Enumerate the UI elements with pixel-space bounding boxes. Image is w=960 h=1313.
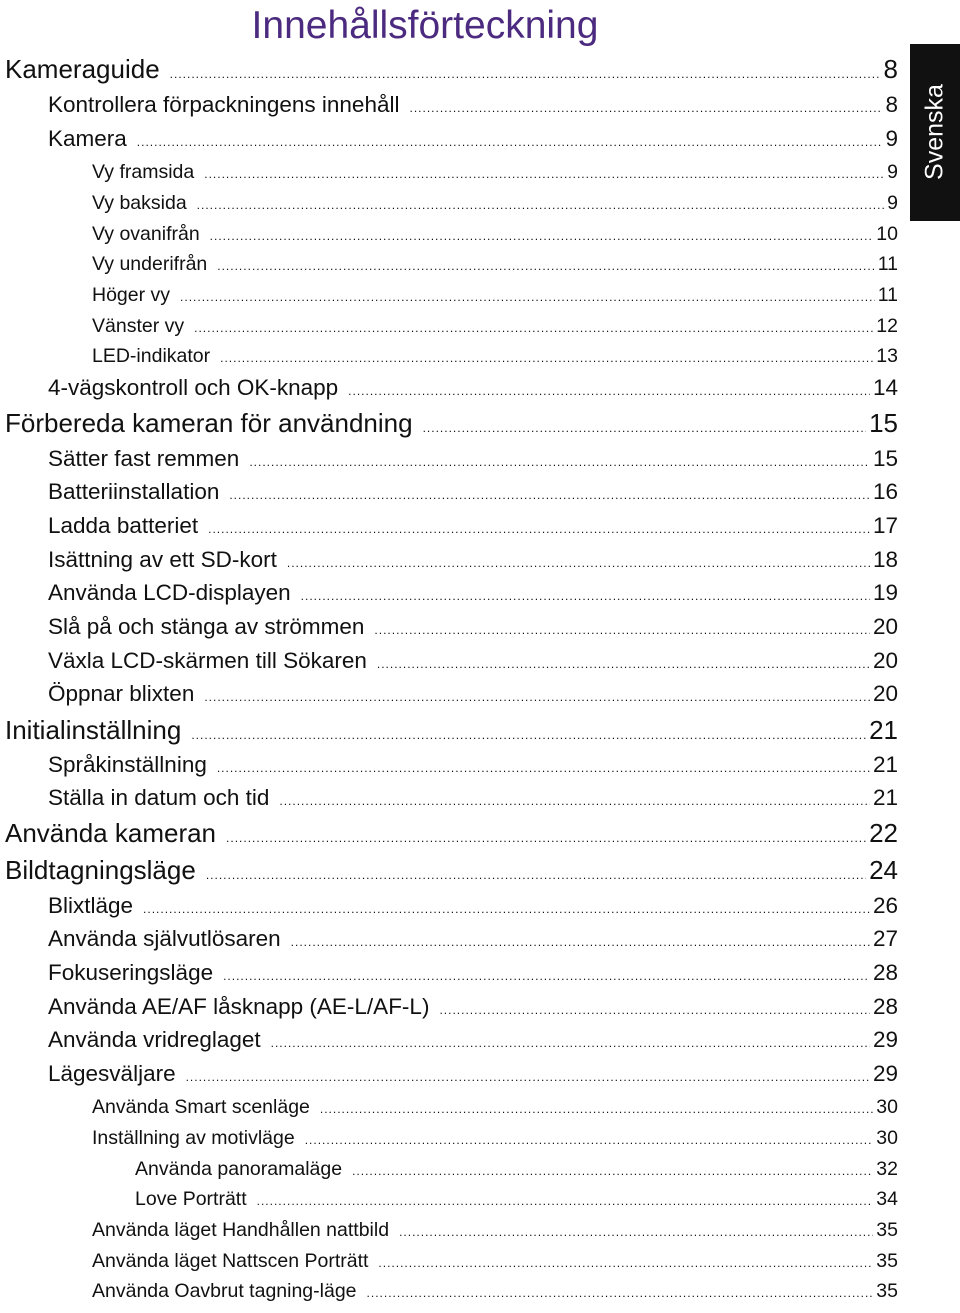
toc-entry-title: Love Porträtt	[135, 1188, 247, 1210]
toc-entry-title: Använda läget Nattscen Porträtt	[92, 1250, 369, 1272]
toc-entry-page: 15	[869, 408, 898, 438]
toc-entry-page: 9	[885, 126, 898, 151]
toc-entry[interactable]	[48, 960, 898, 986]
toc-entry-title: Använda självutlösaren	[48, 926, 281, 951]
toc-entry-title: Slå på och stänga av strömmen	[48, 614, 365, 639]
dot-leader	[377, 658, 870, 670]
toc-entry-title: Öppnar blixten	[48, 681, 195, 706]
toc-entry[interactable]	[48, 614, 898, 640]
toc-entry-page: 17	[872, 513, 898, 538]
toc-entry-page: 12	[876, 315, 898, 337]
toc-entry-page: 29	[872, 1027, 898, 1052]
toc-entry[interactable]	[5, 715, 898, 746]
toc-entry-page: 18	[872, 547, 898, 572]
toc-entry-page: 9	[887, 192, 898, 214]
toc-entry-page: 34	[876, 1188, 898, 1210]
toc-entry-page: 11	[877, 284, 898, 306]
dot-leader	[378, 1257, 873, 1269]
dot-leader	[206, 869, 866, 881]
dot-leader	[439, 1004, 870, 1016]
dot-leader	[217, 762, 870, 774]
toc-entry-page: 26	[872, 893, 898, 918]
toc-entry-page: 13	[876, 345, 898, 367]
toc-entry[interactable]	[48, 752, 898, 778]
dot-leader	[194, 322, 873, 334]
dot-leader	[229, 489, 870, 501]
toc-entry-title: Kamera	[48, 126, 127, 151]
toc-entry-title: Bildtagningsläge	[5, 855, 196, 885]
toc-entry-page: 35	[876, 1219, 898, 1241]
toc-entry-page: 16	[872, 479, 898, 504]
toc-entry-title: Kameraguide	[5, 54, 160, 84]
toc-entry-page: 35	[876, 1250, 898, 1272]
toc-entry[interactable]	[48, 92, 898, 118]
toc-entry-title: Vy framsida	[92, 161, 195, 183]
toc-entry-title: Vy ovanifrån	[92, 223, 200, 245]
toc-entry-page: 20	[872, 681, 898, 706]
toc-entry-title: Batteriinstallation	[48, 479, 220, 504]
toc-entry-page: 20	[872, 614, 898, 639]
toc-entry-page: 24	[869, 855, 898, 885]
dot-leader	[226, 832, 866, 844]
toc-entry-page: 28	[872, 994, 898, 1019]
toc-entry-page: 8	[883, 54, 898, 84]
toc-entry-title: Vy baksida	[92, 192, 187, 214]
toc-entry-title: Isättning av ett SD-kort	[48, 547, 277, 572]
toc-entry[interactable]	[92, 1250, 898, 1273]
toc-entry[interactable]	[135, 1158, 898, 1181]
language-tab-label: Svenska	[920, 84, 949, 180]
toc-entry[interactable]	[48, 1027, 898, 1053]
toc-entry-page: 10	[876, 223, 898, 245]
toc-entry-page: 15	[872, 446, 898, 471]
toc-entry[interactable]	[48, 375, 898, 401]
dot-leader	[208, 523, 870, 535]
toc-entry[interactable]	[48, 648, 898, 674]
toc-entry-title: Kontrollera förpackningens innehåll	[48, 92, 400, 117]
toc-entry[interactable]	[92, 223, 898, 246]
toc-entry-title: Använda Oavbrut tagning-läge	[92, 1280, 357, 1302]
toc-entry-page: 11	[877, 253, 898, 275]
toc-entry-title: Vänster vy	[92, 315, 185, 337]
toc-entry[interactable]	[48, 893, 898, 919]
toc-entry-page: 14	[872, 375, 898, 400]
toc-entry[interactable]	[48, 580, 898, 606]
dot-leader	[249, 456, 870, 468]
toc-entry-title: Använda kameran	[5, 818, 217, 848]
toc-entry[interactable]	[5, 818, 898, 849]
dot-leader	[399, 1226, 873, 1238]
toc-entry[interactable]	[92, 1280, 898, 1303]
toc-entry[interactable]	[48, 926, 898, 952]
toc-entry-title: Inställning av motivläge	[92, 1127, 295, 1149]
toc-entry-page: 29	[872, 1061, 898, 1086]
toc-entry[interactable]	[92, 284, 898, 307]
dot-leader	[143, 903, 870, 915]
toc-entry[interactable]	[92, 345, 898, 368]
toc-entry-title: Vy underifrån	[92, 253, 208, 275]
toc-entry-page: 32	[876, 1158, 898, 1180]
language-tab	[910, 44, 960, 221]
toc-entry-title: Använda vridreglaget	[48, 1027, 261, 1052]
toc-entry-title: LED-indikator	[92, 345, 211, 367]
toc-entry[interactable]	[48, 994, 898, 1020]
toc-entry-title: Språkinställning	[48, 752, 207, 777]
dot-leader	[191, 729, 866, 741]
toc-entry-title: Blixtläge	[48, 893, 134, 918]
toc-entry[interactable]	[48, 1061, 898, 1087]
toc-entry-page: 21	[869, 715, 898, 745]
toc-entry-title: Använda AE/AF låsknapp (AE-L/AF-L)	[48, 994, 430, 1019]
toc-entry[interactable]	[92, 192, 898, 215]
dot-leader	[220, 352, 873, 364]
toc-entry[interactable]	[5, 54, 898, 85]
toc-entry-title: Ladda batteriet	[48, 513, 199, 538]
dot-leader	[137, 136, 883, 148]
toc-entry-title: Använda Smart scenläge	[92, 1096, 310, 1118]
dot-leader	[367, 1287, 874, 1299]
toc-entry-page: 20	[872, 648, 898, 673]
toc-entry-page: 22	[869, 818, 898, 848]
toc-entry[interactable]	[48, 446, 898, 472]
toc-entry-title: 4-vägskontroll och OK-knapp	[48, 375, 339, 400]
toc-entry[interactable]	[92, 253, 898, 276]
toc-entry[interactable]	[135, 1188, 898, 1211]
toc-entry-title: Initialinställning	[5, 715, 182, 745]
dot-leader	[291, 936, 870, 948]
toc-entry-title: Fokuseringsläge	[48, 960, 214, 985]
dot-leader	[210, 230, 874, 242]
toc-entry-title: Använda LCD-displayen	[48, 580, 291, 605]
toc-entry-page: 28	[872, 960, 898, 985]
dot-leader	[197, 199, 884, 211]
toc-entry[interactable]	[48, 126, 898, 152]
dot-leader	[301, 590, 870, 602]
dot-leader	[217, 260, 874, 272]
dot-leader	[423, 422, 866, 434]
toc-entry[interactable]	[92, 1127, 898, 1150]
dot-leader	[271, 1037, 870, 1049]
toc-entry-title: Växla LCD-skärmen till Sökaren	[48, 648, 367, 673]
toc-entry-title: Förbereda kameran för användning	[5, 408, 413, 438]
toc-entry[interactable]	[48, 681, 898, 707]
dot-leader	[409, 102, 882, 114]
dot-leader	[352, 1165, 873, 1177]
dot-leader	[257, 1195, 874, 1207]
toc-entry-title: Ställa in datum och tid	[48, 785, 270, 810]
toc-entry[interactable]	[48, 479, 898, 505]
dot-leader	[204, 691, 870, 703]
dot-leader	[348, 385, 870, 397]
toc-entry[interactable]	[92, 1096, 898, 1119]
dot-leader	[170, 68, 881, 80]
toc-entry[interactable]	[5, 408, 898, 439]
toc-entry[interactable]	[48, 785, 898, 811]
dot-leader	[180, 291, 875, 303]
toc-entry-title: Använda läget Handhållen nattbild	[92, 1219, 390, 1241]
page-title: Innehållsförteckning	[251, 4, 599, 47]
toc-entry-page: 19	[872, 580, 898, 605]
toc-entry-title: Sätter fast remmen	[48, 446, 240, 471]
dot-leader	[223, 970, 870, 982]
toc-entry-page: 21	[872, 752, 898, 777]
dot-leader	[374, 624, 870, 636]
toc-entry-page: 21	[872, 785, 898, 810]
toc-entry[interactable]	[92, 161, 898, 184]
dot-leader	[320, 1103, 873, 1115]
toc-entry[interactable]	[5, 855, 898, 886]
dot-leader	[204, 168, 884, 180]
toc-entry[interactable]	[92, 315, 898, 338]
dot-leader	[186, 1071, 870, 1083]
dot-leader	[279, 795, 870, 807]
toc-entry-page: 30	[876, 1096, 898, 1118]
toc-entry[interactable]	[92, 1219, 898, 1242]
toc-entry-page: 8	[885, 92, 898, 117]
toc-entry-page: 9	[887, 161, 898, 183]
toc-entry-page: 35	[876, 1280, 898, 1302]
toc-entry-page: 30	[876, 1127, 898, 1149]
toc-entry[interactable]	[48, 513, 898, 539]
dot-leader	[287, 557, 870, 569]
toc-entry-title: Lägesväljare	[48, 1061, 176, 1086]
toc-entry-title: Höger vy	[92, 284, 171, 306]
toc-entry-page: 27	[872, 926, 898, 951]
toc-entry-title: Använda panoramaläge	[135, 1158, 343, 1180]
dot-leader	[305, 1134, 874, 1146]
toc-entry[interactable]	[48, 547, 898, 573]
